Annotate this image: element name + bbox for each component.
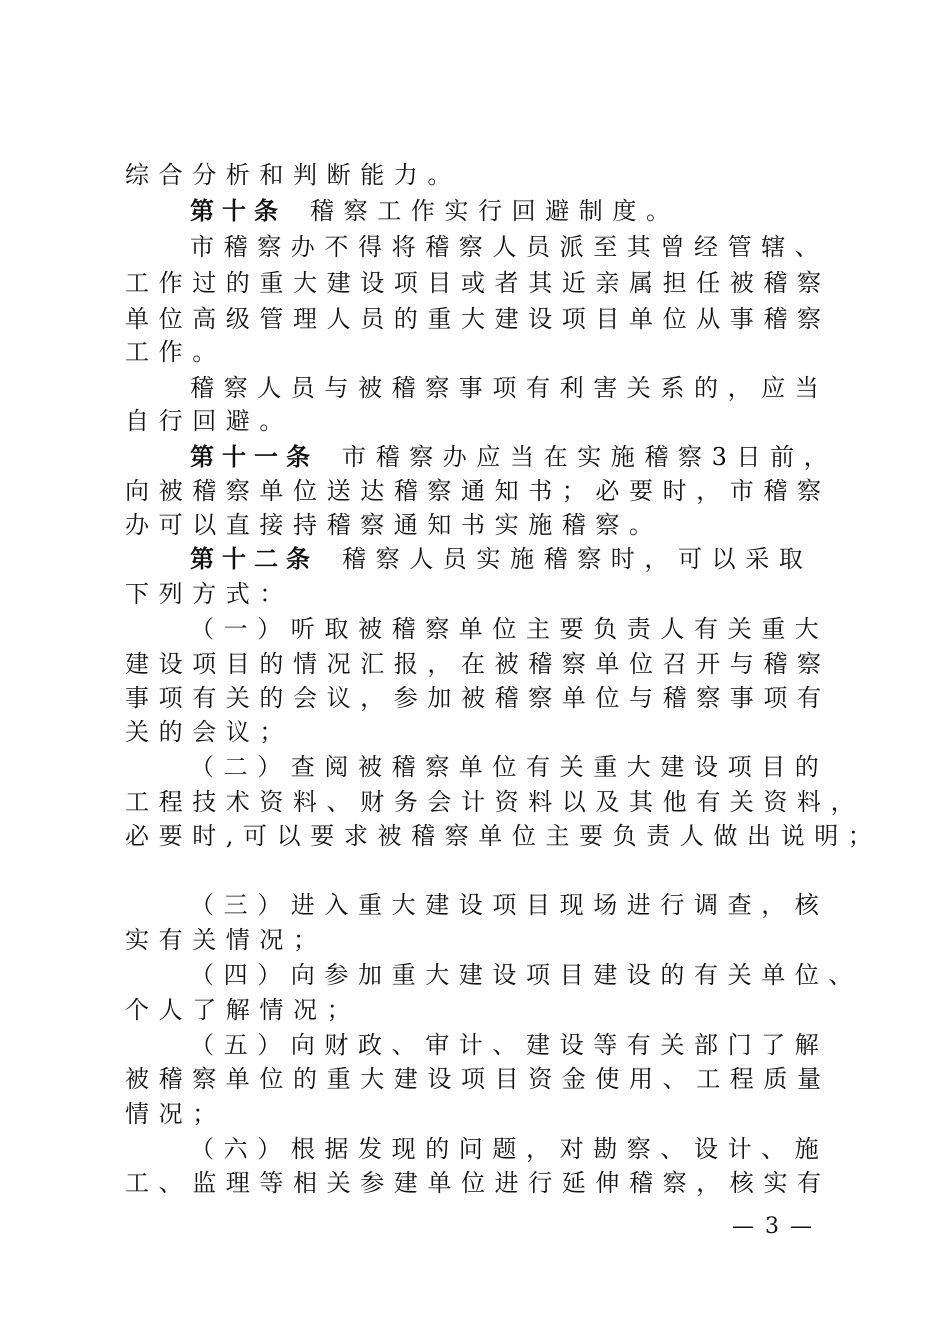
line-text: 稽察工作实行回避制度。 — [310, 197, 680, 225]
text-line — [125, 1165, 831, 1201]
text-line — [125, 265, 831, 301]
text-line — [190, 1027, 890, 1063]
text-line — [125, 334, 825, 370]
text-line — [125, 157, 825, 193]
article-heading-line — [190, 541, 890, 577]
text-line — [125, 403, 825, 439]
line-text: 事项有关的会议，参加被稽察单位与稽察事项有 — [125, 684, 831, 712]
line-text: 必要时,可以要求被稽察单位主要负责人做出说明； — [125, 822, 882, 850]
article-number: 第十二条 — [190, 544, 318, 573]
line-text: 下列方式： — [125, 580, 293, 608]
article-heading-line — [190, 193, 890, 229]
line-text: （四）向参加重大建设项目建设的有关单位、 — [190, 961, 862, 989]
line-text: （三）进入重大建设项目现场进行调查，核 — [190, 891, 829, 919]
article-heading-line — [190, 439, 890, 475]
line-text: 稽察人员与被稽察事项有利害关系的，应当 — [190, 374, 829, 402]
line-text: 稽察人员实施稽察时，可以采取 — [342, 545, 813, 573]
line-text: 工、监理等相关参建单位进行延伸稽察，核实有 — [125, 1169, 831, 1197]
text-line — [190, 749, 890, 785]
line-text: （五）向财政、审计、建设等有关部门了解 — [190, 1031, 829, 1059]
line-text: （六）根据发现的问题，对勘察、设计、施 — [190, 1135, 829, 1163]
article-number: 第十一条 — [190, 442, 318, 471]
line-text: 情况； — [125, 1100, 226, 1128]
line-text: 个人了解情况； — [125, 996, 361, 1024]
line-text: 向被稽察单位送达稽察通知书；必要时，市稽察 — [125, 477, 831, 505]
line-text: 单位高级管理人员的重大建设项目单位从事稽察 — [125, 305, 831, 333]
line-text: 工程技术资料、财务会计资料以及其他有关资料， — [125, 788, 865, 816]
line-text: 综合分析和判断能力。 — [125, 161, 461, 189]
line-text: 工作。 — [125, 338, 226, 366]
text-line — [190, 370, 890, 406]
line-text: （一）听取被稽察单位主要负责人有关重大 — [190, 615, 829, 643]
text-line — [125, 576, 825, 612]
article-number: 第十条 — [190, 196, 286, 225]
text-line — [190, 957, 890, 993]
text-line — [125, 680, 831, 716]
text-line — [190, 611, 890, 647]
line-text: 建设项目的情况汇报，在被稽察单位召开与稽察 — [125, 650, 831, 678]
text-line — [125, 714, 825, 750]
line-text: 办可以直接持稽察通知书实施稽察。 — [125, 511, 663, 539]
line-text: 关的会议； — [125, 718, 293, 746]
text-line — [125, 922, 825, 958]
line-text: 市稽察办不得将稽察人员派至其曾经管辖、 — [190, 233, 829, 261]
line-text: 工作过的重大建设项目或者其近亲属担任被稽察 — [125, 269, 831, 297]
text-line — [125, 818, 882, 854]
text-line — [125, 992, 825, 1028]
text-line — [125, 473, 831, 509]
text-line — [125, 1061, 831, 1097]
page-number: — 3 — — [732, 1214, 814, 1239]
text-line — [125, 507, 825, 543]
line-text: 实有关情况； — [125, 926, 327, 954]
line-text: 自行回避。 — [125, 407, 293, 435]
line-text: 被稽察单位的重大建设项目资金使用、工程质量 — [125, 1065, 831, 1093]
text-line — [125, 1096, 825, 1132]
text-line — [190, 1131, 890, 1167]
line-text: （二）查阅被稽察单位有关重大建设项目的 — [190, 753, 829, 781]
line-text: 市稽察办应当在实施稽察3日前， — [342, 443, 838, 471]
text-line — [125, 646, 831, 682]
text-line — [190, 887, 890, 923]
text-line — [125, 784, 865, 820]
text-line — [125, 301, 831, 337]
text-line — [190, 229, 890, 265]
